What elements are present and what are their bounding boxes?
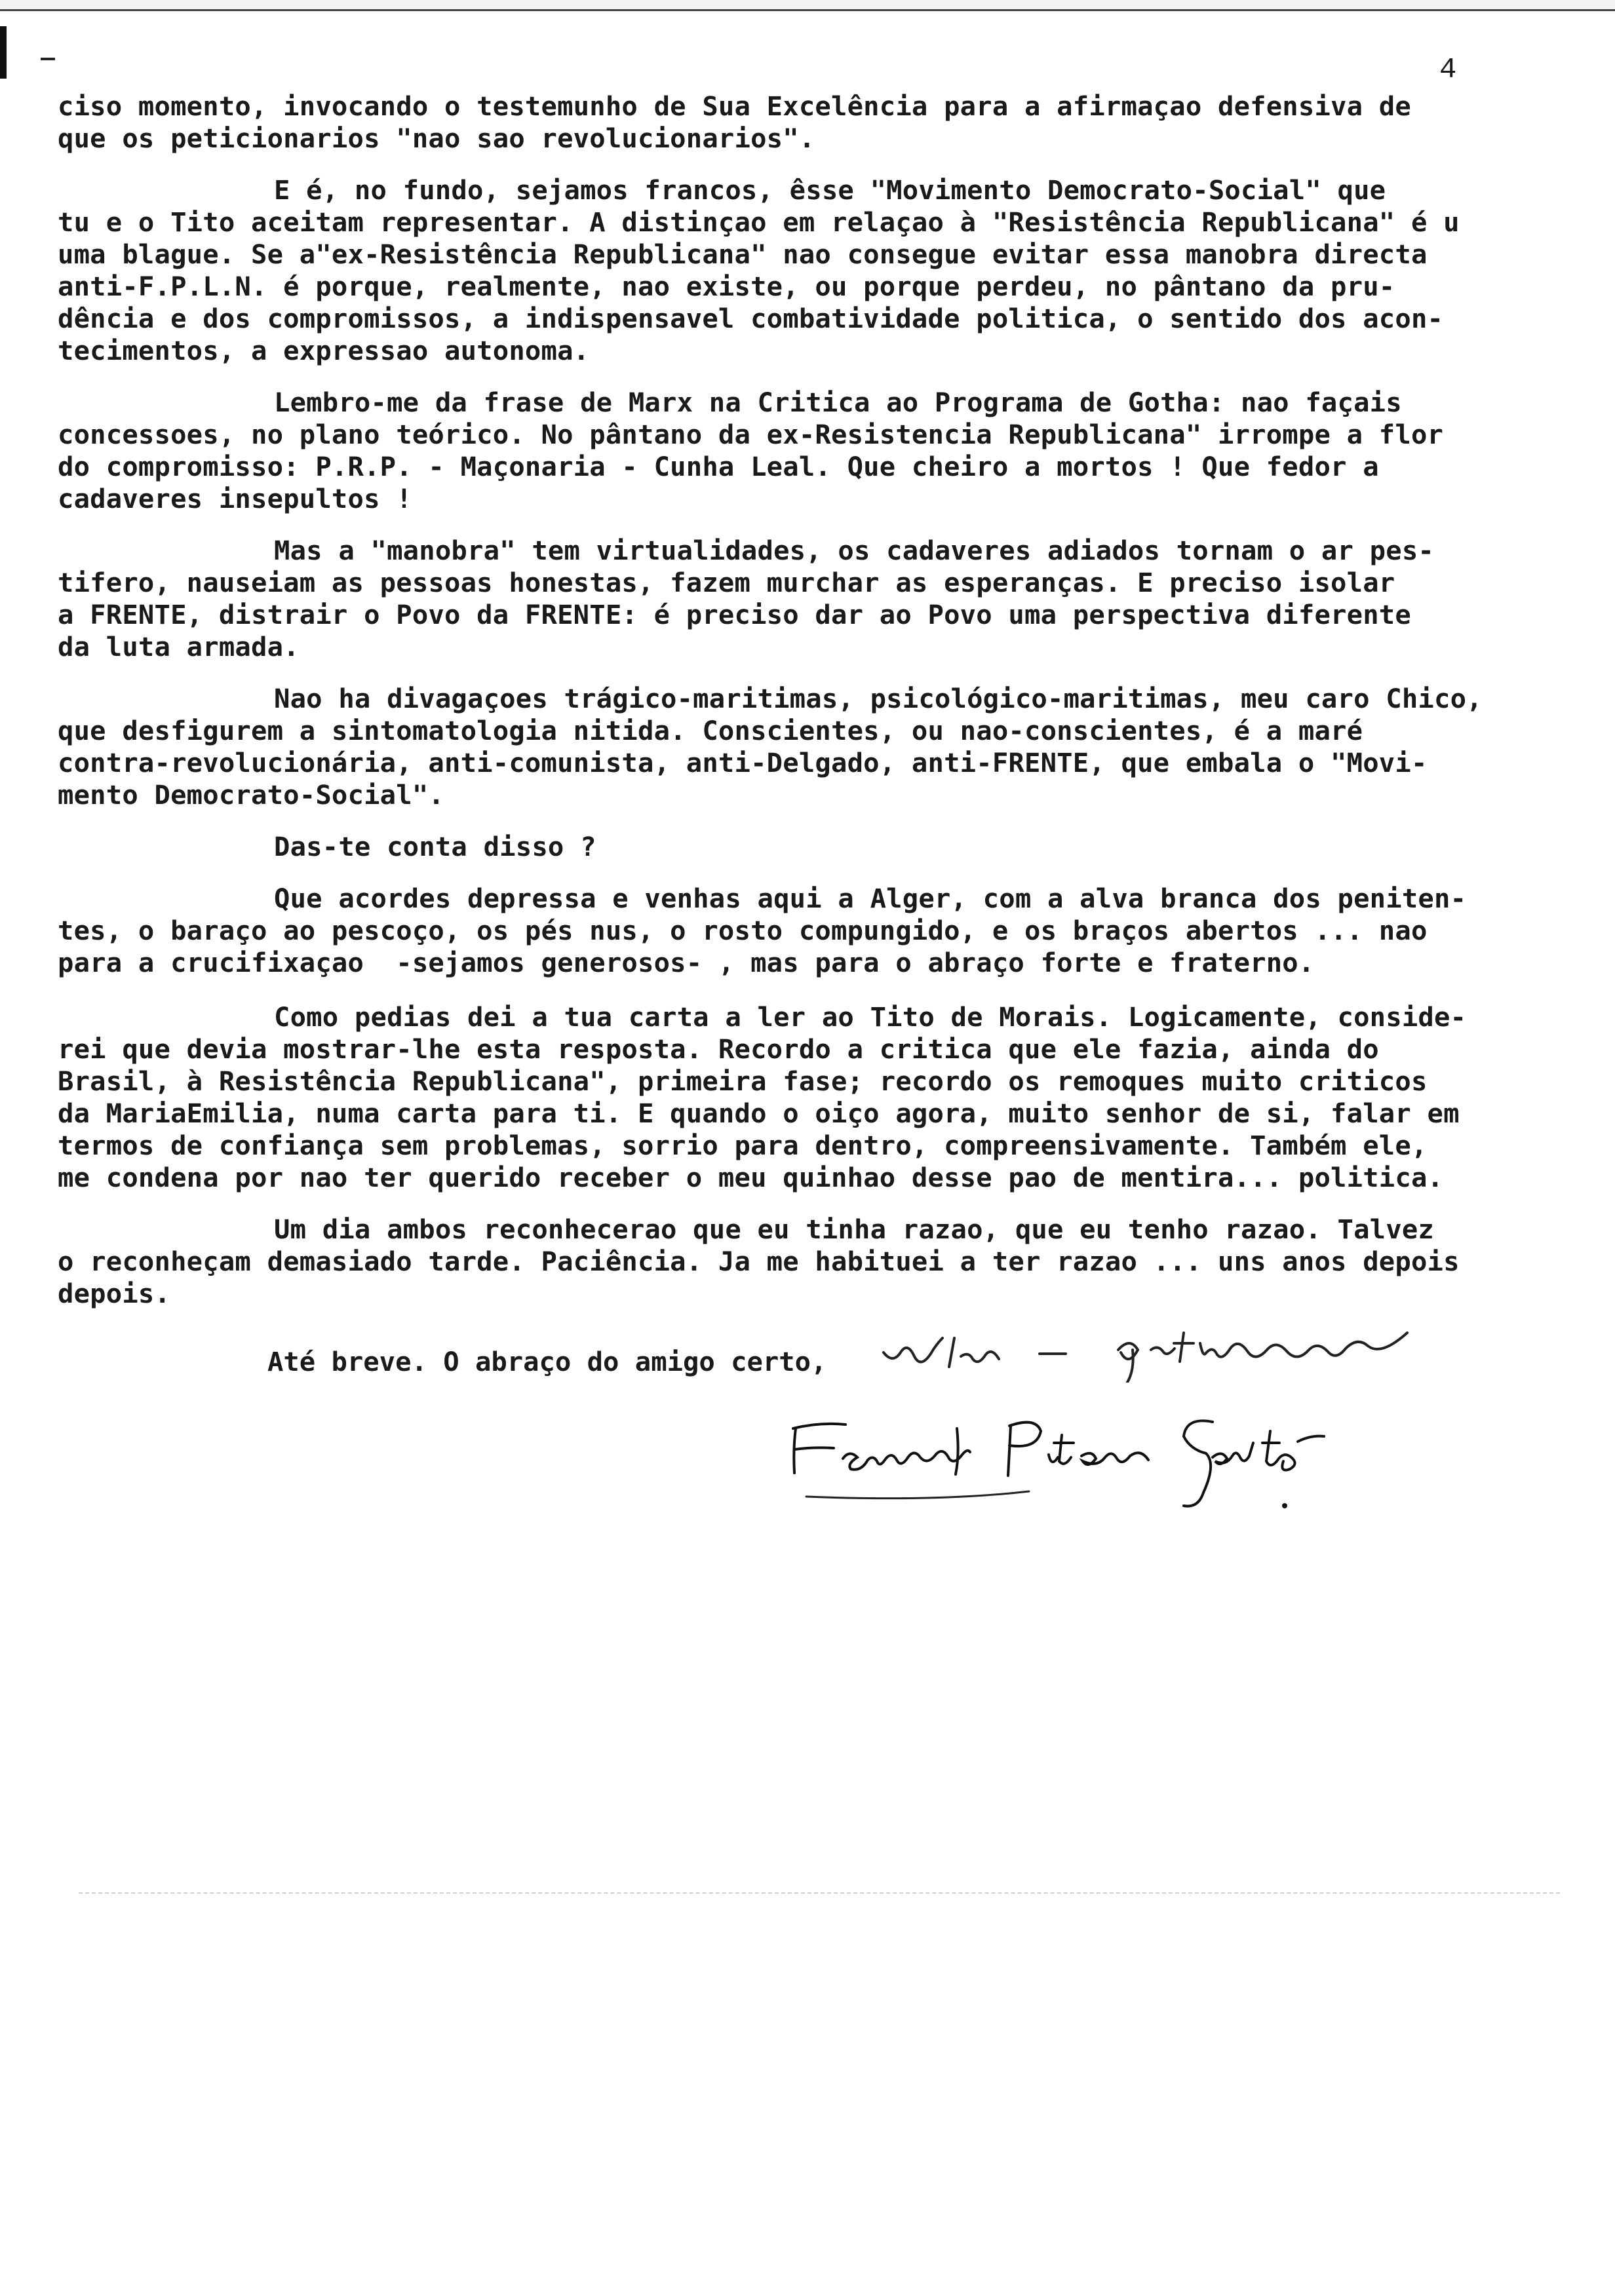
signature	[780, 1402, 1409, 1514]
letter-line: me condena por nao ter querido receber o meu quinhao desse pao de mentira... politica.	[58, 1162, 1444, 1193]
letter-line: uma blague. Se a"ex-Resistência Republicana" nao consegue evitar essa manobra directa	[58, 239, 1428, 270]
paragraph-gap	[58, 1194, 1565, 1214]
letter-line: tu e o Tito aceitam representar. A distinçao em relaçao à "Resistência Republicana" é u	[58, 206, 1460, 238]
letter-line: da MariaEmilia, numa carta para ti. E quando o oiço agora, muito senhor de si, falar em	[58, 1098, 1460, 1129]
paragraph-gap	[58, 863, 1565, 883]
letter-line: concessoes, no plano teórico. No pântano da ex-Resistencia Republicana" irrompe a flor	[58, 419, 1444, 450]
letter-line: E é, no fundo, sejamos francos, êsse "Movimento Democrato-Social" que	[274, 174, 1386, 206]
letter-line: rei que devia mostrar-lhe esta resposta. Recordo a critica que ele fazia, ainda do	[58, 1033, 1379, 1065]
letter-line: o reconheçam demasiado tarde. Paciência. Ja me habituei a ter razao ... uns anos depois	[58, 1246, 1460, 1277]
scan-top-edge	[0, 0, 1615, 11]
letter-line: tes, o baraço ao pescoço, os pés nus, o rosto compungido, e os braços abertos ... nao	[58, 915, 1428, 946]
letter-line: depois.	[58, 1278, 171, 1309]
letter-line: Que acordes depressa e venhas aqui a Alger, com a alva branca dos peniten-	[274, 883, 1467, 914]
letter-line: Brasil, à Resistência Republicana", primeira fase; recordo os remoques muito criticos	[58, 1065, 1428, 1097]
letter-body	[58, 90, 1565, 1310]
handwritten-addition	[876, 1324, 1544, 1383]
paragraph-gap	[58, 515, 1565, 535]
letter-line: Mas a "manobra" tem virtualidades, os cadaveres adiados tornam o ar pes-	[274, 535, 1434, 566]
letter-line: tecimentos, a expressao autonoma.	[58, 335, 590, 366]
letter-line: Lembro-me da frase de Marx na Critica ao Programa de Gotha: nao façais	[274, 387, 1402, 418]
letter-line: contra-revolucionária, anti-comunista, anti-Delgado, anti-FRENTE, que embala o "Movi-	[58, 747, 1428, 778]
letter-line: cadaveres insepultos !	[58, 483, 412, 514]
scan-left-mark	[0, 26, 7, 79]
letter-line: termos de confiança sem problemas, sorrio para dentro, compreensivamente. Também ele,	[58, 1130, 1428, 1161]
footer-rule	[79, 1892, 1560, 1894]
letter-line: Nao ha divagaçoes trágico-maritimas, psicológico-maritimas, meu caro Chico,	[274, 683, 1483, 714]
letter-line: anti-F.P.L.N. é porque, realmente, nao existe, ou porque perdeu, no pântano da pru-	[58, 271, 1395, 302]
letter-line: que os peticionarios "nao sao revolucionarios".	[58, 123, 815, 154]
paragraph-gap	[58, 663, 1565, 683]
paragraph-gap	[58, 811, 1565, 831]
letter-line: mento Democrato-Social".	[58, 779, 444, 811]
letter-line: para a crucifixaçao -sejamos generosos- , mas para o abraço forte e fraterno.	[58, 947, 1315, 978]
letter-line: a FRENTE, distrair o Povo da FRENTE: é preciso dar ao Povo uma perspectiva diferente	[58, 599, 1411, 630]
letter-line: Um dia ambos reconhecerao que eu tinha razao, que eu tenho razao. Talvez	[274, 1214, 1434, 1245]
letter-line: tifero, nauseiam as pessoas honestas, fazem murchar as esperanças. E preciso isolar	[58, 567, 1395, 598]
paragraph-gap	[58, 979, 1565, 1001]
letter-line: do compromisso: P.R.P. - Maçonaria - Cunha Leal. Que cheiro a mortos ! Que fedor a	[58, 451, 1379, 482]
letter-line: Das-te conta disso ?	[274, 831, 596, 862]
letter-line: ciso momento, invocando o testemunho de Sua Excelência para a afirmaçao defensiva de	[58, 90, 1411, 122]
letter-line: Como pedias dei a tua carta a ler ao Tito de Morais. Logicamente, conside-	[274, 1001, 1467, 1033]
letter-line: que desfigurem a sintomatologia nitida. Conscientes, ou nao-conscientes, é a maré	[58, 715, 1363, 746]
letter-line: da luta armada.	[58, 631, 300, 662]
paragraph-gap	[58, 155, 1565, 174]
paragraph-gap	[58, 367, 1565, 387]
page-number: 4	[1439, 54, 1457, 86]
scan-mark	[41, 58, 55, 60]
closing-line: Até breve. O abraço do amigo certo,	[267, 1346, 827, 1377]
letter-line: dência e dos compromissos, a indispensavel combatividade politica, o sentido dos acon-	[58, 303, 1444, 334]
